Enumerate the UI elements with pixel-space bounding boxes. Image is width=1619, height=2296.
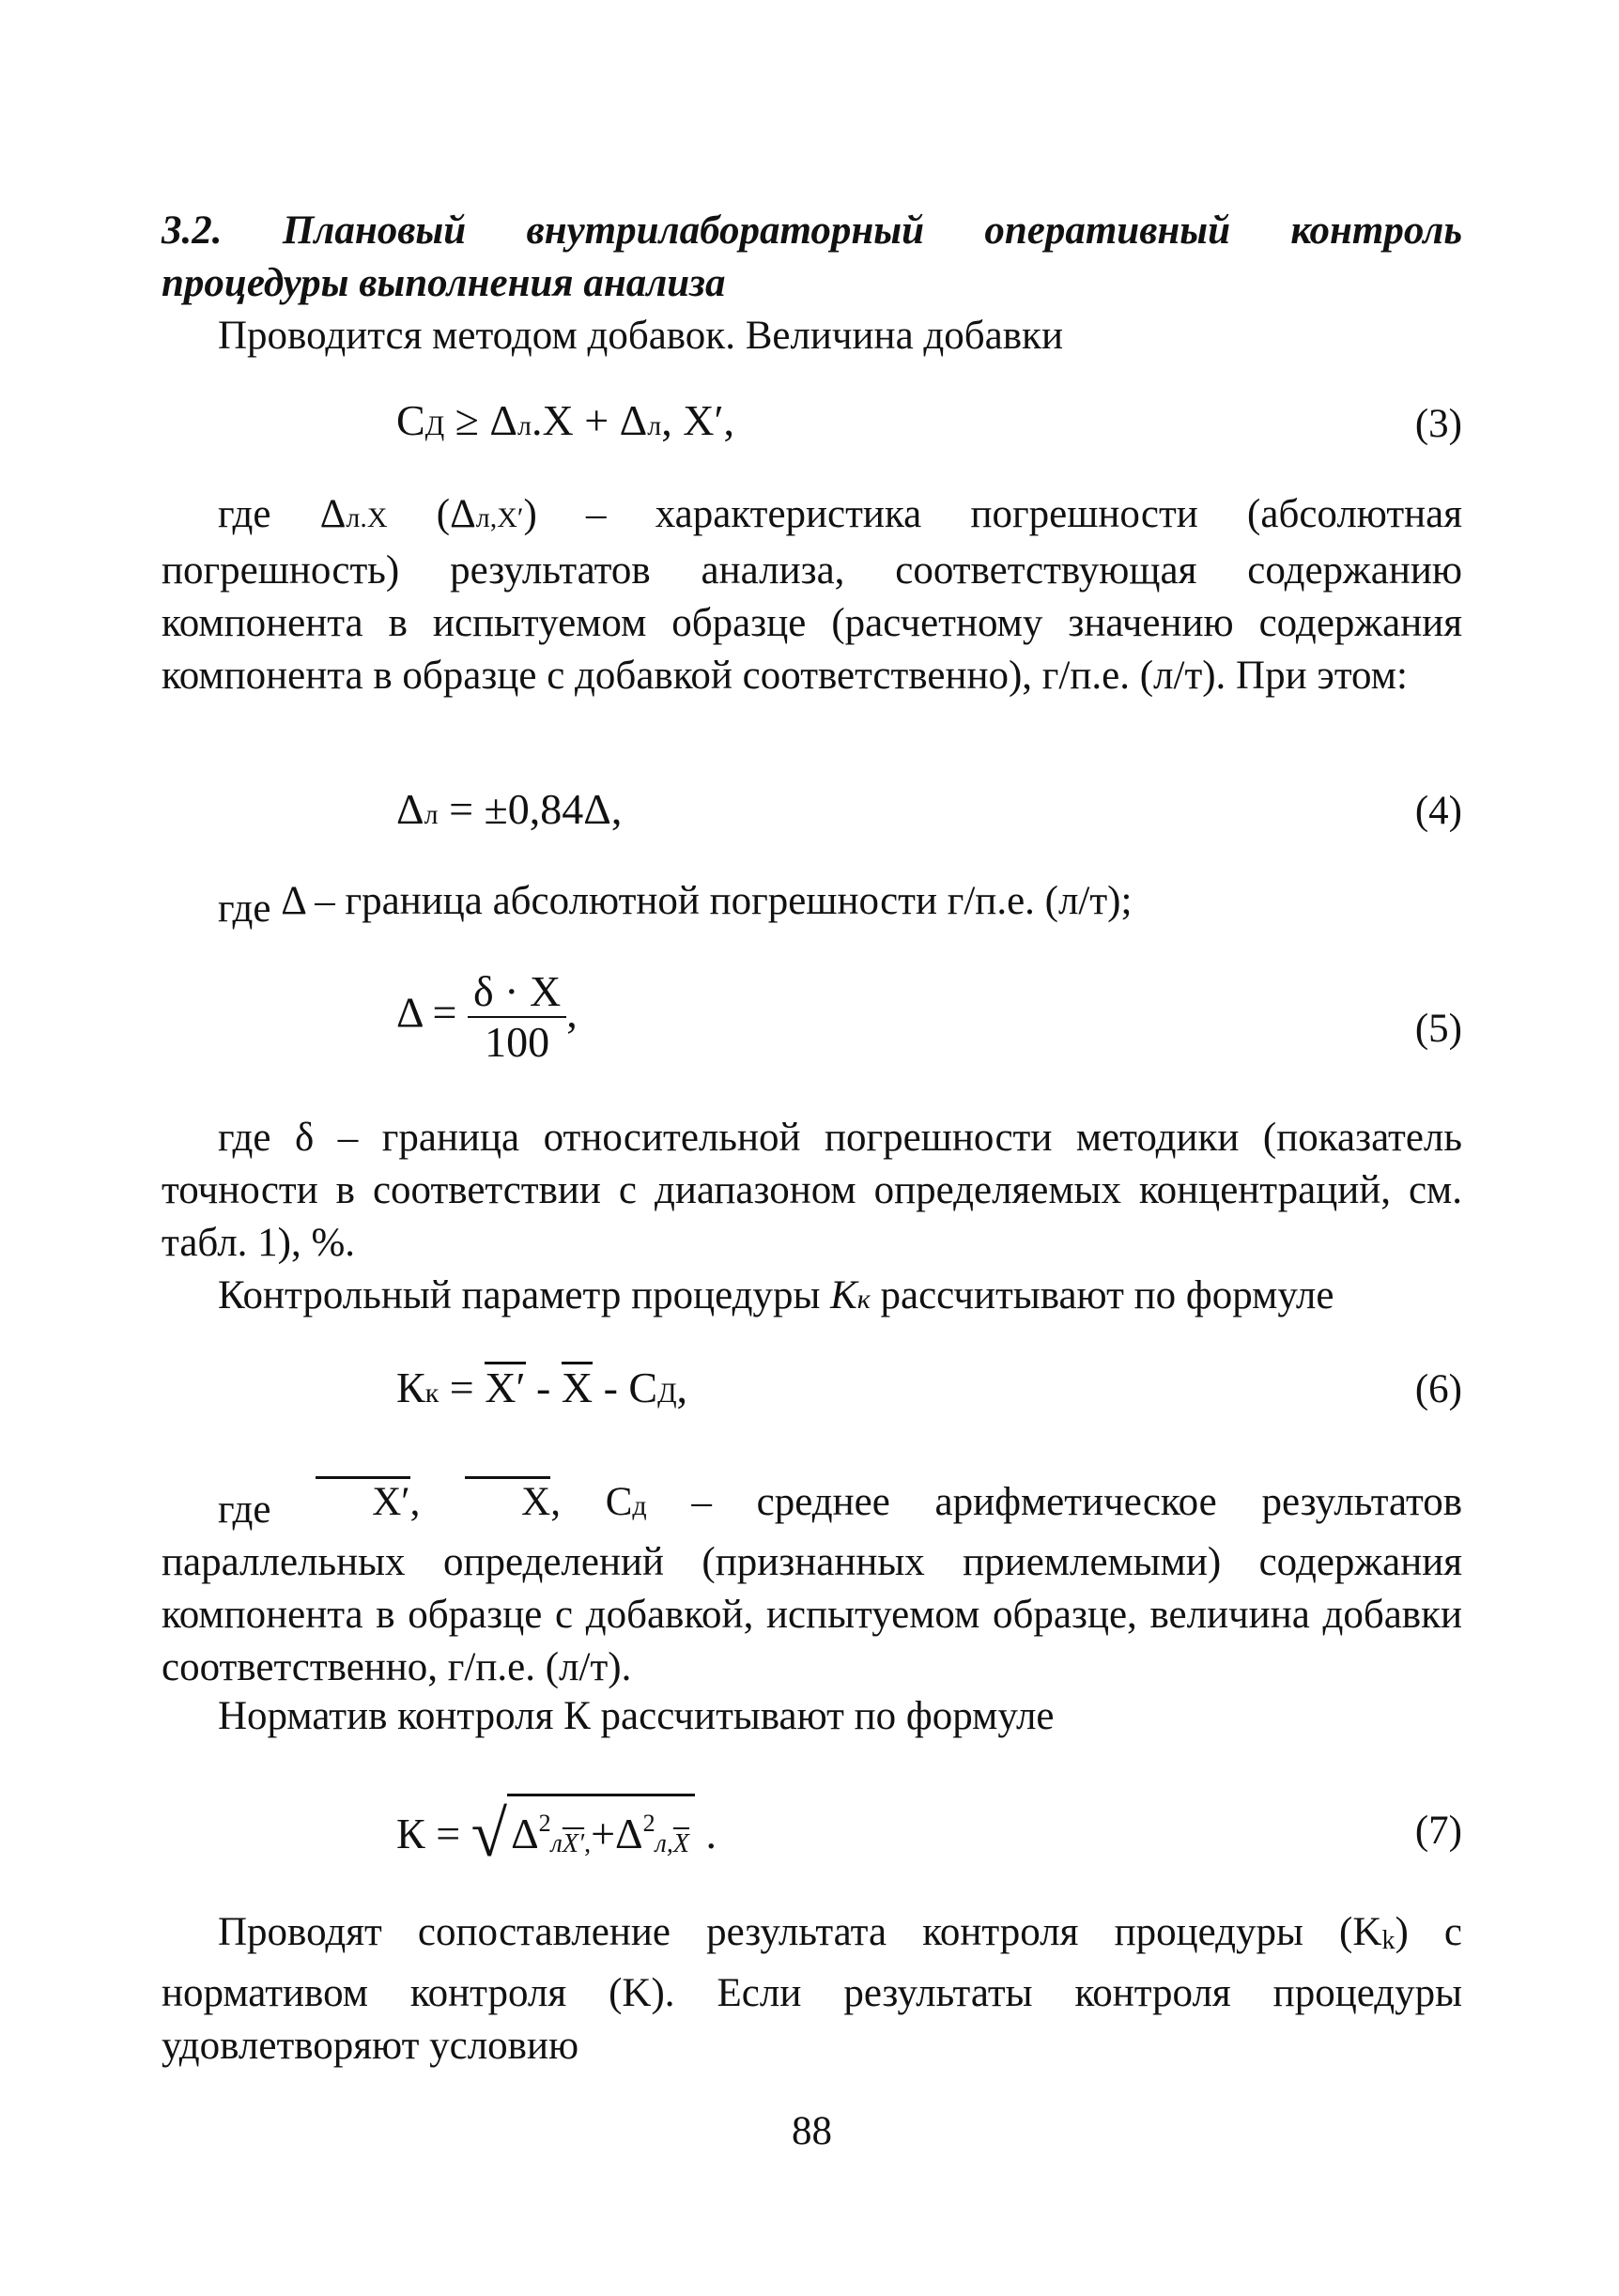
section-title [162,205,1462,310]
formula-7: $К = √\Delta^2лX',+\Delta^2л,\overline{X}$ . [396,1794,717,1870]
paragraph-control-parameter: Контрольный параметр процедуры Кк рассчитывают по формуле [218,1273,1334,1318]
fraction: $\frac{\delta \cdot X}{100}$ [468,967,566,1067]
paragraph-relative-error: где δ – граница относительной погрешности методики (показатель точности в соответствии с диапазоном определяемых концентраций, см. табл. 1), %. [162,1116,1462,1265]
formula-3: СД ≥ Δл.X + Δл, X′, [396,396,735,444]
paragraph-absolute-error: где Δ – граница абсолютной погрешности г/п.е. (л/т); [218,879,1133,931]
equation-number-5: (5) [1414,1007,1462,1051]
formula-5: Δ = $\frac{\delta \cdot X}{100}$ , [396,967,578,1066]
equation-number-4: (4) [1414,789,1462,833]
paragraph-intro: Проводится методом добавок. Величина добавки [218,314,1063,358]
paragraph-control-standard: Норматив контроля К рассчитывают по формуле [218,1694,1055,1738]
paragraph-comparison: Проводят сопоставление результата контроля процедуры (Kk) с нормативом контроля (K). Если результаты контроля процедуры удовлетворяют условию [162,1910,1463,2068]
formula-6: Кк = X′ - X - СД, [396,1364,688,1411]
page-number: 88 [792,2109,832,2153]
sqrt-sign: √ [470,1798,508,1871]
equation-number-3: (3) [1414,402,1462,446]
section-title-line2: процедуры выполнения анализа [162,261,726,305]
section-title-line1: 3.2. Плановый внутрилабораторный оперативный контроль [162,208,1462,253]
paragraph-delta-definition: где Δл.X (Δл,X′) – характеристика погрешности (абсолютная погрешность) результатов анализа, соответствующая содержанию компонента в испытуемом образце (расчетному значению содержания компонента в образце с добавкой соответственно), г/п.е. (л/т). При этом: [162,492,1463,698]
document-page [162,0,1462,2296]
equation-number-6: (6) [1414,1367,1462,1411]
formula-4: Δл = ±0,84Δ, [396,785,623,833]
paragraph-mean-definition: где X′, X, Сд – среднее арифметическое результатов параллельных определений (признанных приемлемыми) содержания компонента в образце с добавкой, испытуемом образце, величина добавки соответственно, г/п.е. (л/т). [162,1476,1462,1694]
equation-number-7: (7) [1414,1809,1462,1853]
square-root: $√\Delta^2лX',+\Delta^2л,\overline{X}$ [471,1794,695,1870]
